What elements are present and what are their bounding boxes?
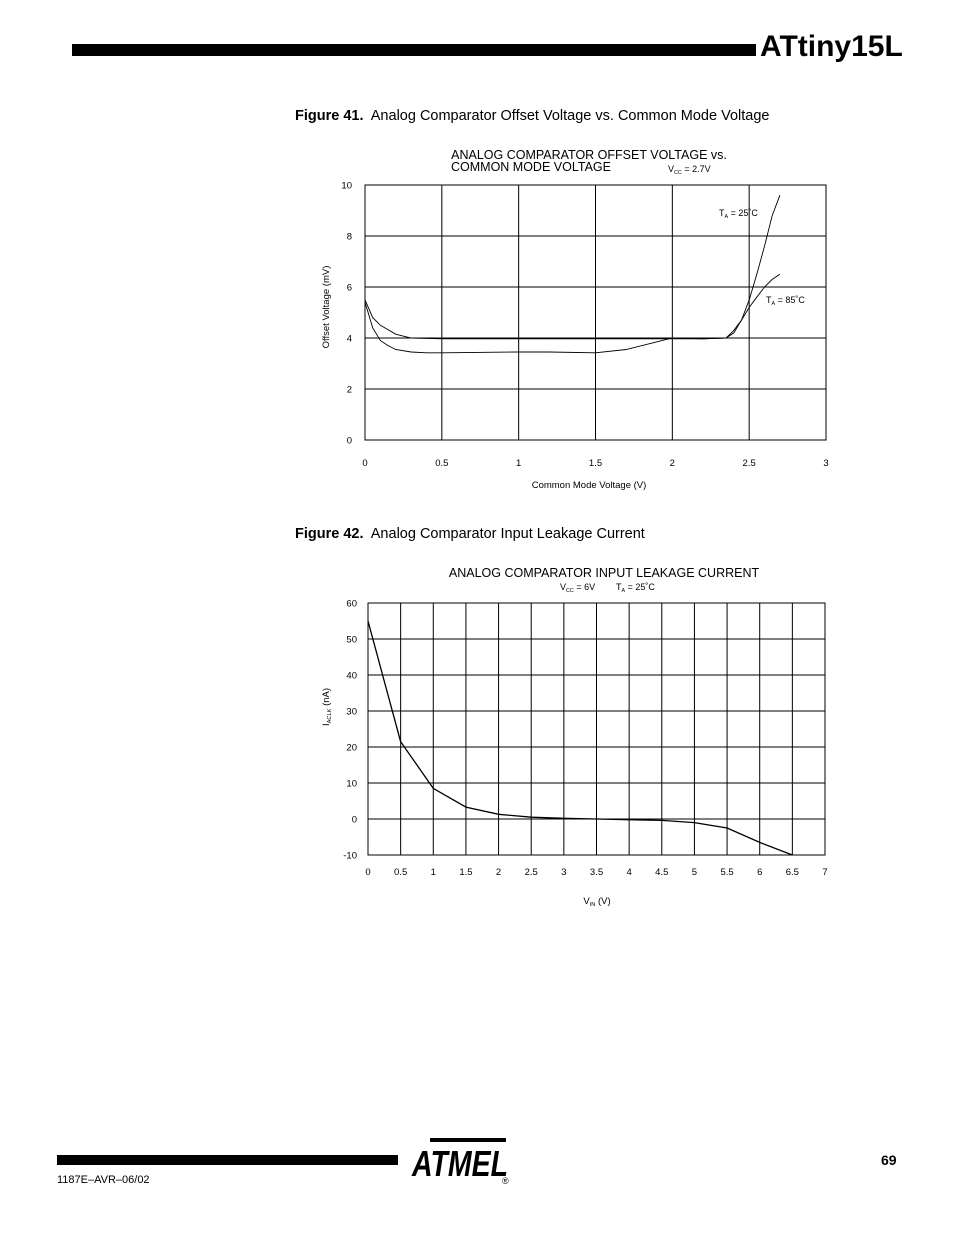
y-tick-label: 2 — [346, 384, 352, 396]
figure-42-caption — [295, 526, 645, 542]
figure-42-label: Figure 42. — [295, 526, 364, 542]
x-tick-label: 1.5 — [459, 867, 473, 878]
x-tick-label: 1.5 — [588, 458, 603, 469]
atmel-logo-graphic — [408, 1136, 518, 1186]
series-line-25c — [365, 195, 780, 353]
x-tick-label: 3 — [823, 458, 829, 469]
header-rule — [72, 44, 756, 56]
x-axis-label: $V_{IN}$ (V) — [583, 896, 611, 908]
document-title: ATtiny15L — [760, 30, 903, 63]
x-tick-label: 7 — [822, 867, 828, 878]
x-axis-label: Common Mode Voltage (V) — [531, 480, 647, 491]
supply-condition-label: $V_{CC} = 6V$ — [560, 582, 596, 594]
x-tick-label: 0 — [362, 458, 368, 469]
svg-text:®: ® — [502, 1176, 509, 1186]
y-tick-label: 30 — [346, 706, 357, 718]
offset-voltage-chart — [0, 140, 954, 510]
y-tick-label: 60 — [346, 598, 357, 610]
y-tick-label: 6 — [346, 282, 352, 294]
figure-42-caption-text: Analog Comparator Input Leakage Current — [370, 526, 645, 542]
x-tick-label: 2 — [669, 458, 675, 469]
document-id: 1187E–AVR–06/02 — [57, 1174, 150, 1186]
x-tick-label: 2.5 — [524, 867, 538, 878]
atmel-logo — [408, 1136, 518, 1186]
y-tick-label: 50 — [346, 634, 357, 646]
supply-condition-label: $V_{CC} = 2.7V$ — [668, 164, 711, 176]
y-tick-label: 40 — [346, 670, 357, 682]
figure-41-caption-text: Analog Comparator Offset Voltage vs. Common Mode Voltage — [370, 108, 770, 124]
y-tick-label: 0 — [351, 814, 357, 826]
x-tick-label: 1 — [516, 458, 522, 469]
y-tick-label: 10 — [346, 778, 357, 790]
y-tick-label: 20 — [346, 742, 357, 754]
x-tick-label: 5 — [691, 867, 698, 878]
y-axis-label: $I_{ACLK}$ (nA) — [321, 687, 333, 727]
x-tick-label: 2.5 — [742, 458, 756, 469]
y-tick-label: 0 — [346, 435, 352, 447]
y-axis-label: Offset Voltage (mV) — [321, 265, 332, 349]
series-label-25c: $T_A$ = 25˚C — [719, 208, 758, 220]
series-label-85c: $T_A$ = 85˚C — [766, 295, 805, 307]
svg-text:ATMEL: ATMEL — [411, 1143, 508, 1184]
figure-41-caption — [295, 108, 769, 124]
x-tick-label: 0.5 — [394, 867, 408, 878]
figure-41-label: Figure 41. — [295, 108, 364, 124]
chart-title-line1: ANALOG COMPARATOR OFFSET VOLTAGE vs. — [451, 148, 727, 162]
y-tick-label: 4 — [346, 333, 352, 345]
x-tick-label: 0.5 — [435, 458, 449, 469]
leakage-current-chart — [0, 560, 954, 920]
x-tick-label: 6.5 — [785, 867, 799, 878]
y-tick-label: -10 — [343, 850, 357, 862]
x-tick-label: 3.5 — [589, 867, 604, 878]
page-number: 69 — [881, 1152, 897, 1168]
x-tick-label: 5.5 — [720, 867, 734, 878]
temperature-condition-label: $T_A$ = 25˚C — [616, 582, 655, 594]
footer-rule — [57, 1155, 398, 1165]
x-tick-label: 1 — [430, 867, 436, 878]
chart-title-line2: COMMON MODE VOLTAGE — [451, 160, 611, 174]
x-tick-label: 0 — [365, 867, 371, 878]
series-line-85c — [365, 274, 780, 339]
x-tick-label: 4.5 — [655, 867, 669, 878]
x-tick-label: 4 — [626, 867, 632, 878]
x-tick-label: 2 — [495, 867, 502, 878]
x-tick-label: 3 — [561, 867, 567, 878]
chart-title: ANALOG COMPARATOR INPUT LEAKAGE CURRENT — [448, 566, 760, 580]
x-tick-label: 6 — [757, 867, 763, 878]
y-tick-label: 10 — [341, 180, 352, 192]
y-tick-label: 8 — [346, 231, 352, 243]
leakage-current-line — [368, 621, 792, 855]
